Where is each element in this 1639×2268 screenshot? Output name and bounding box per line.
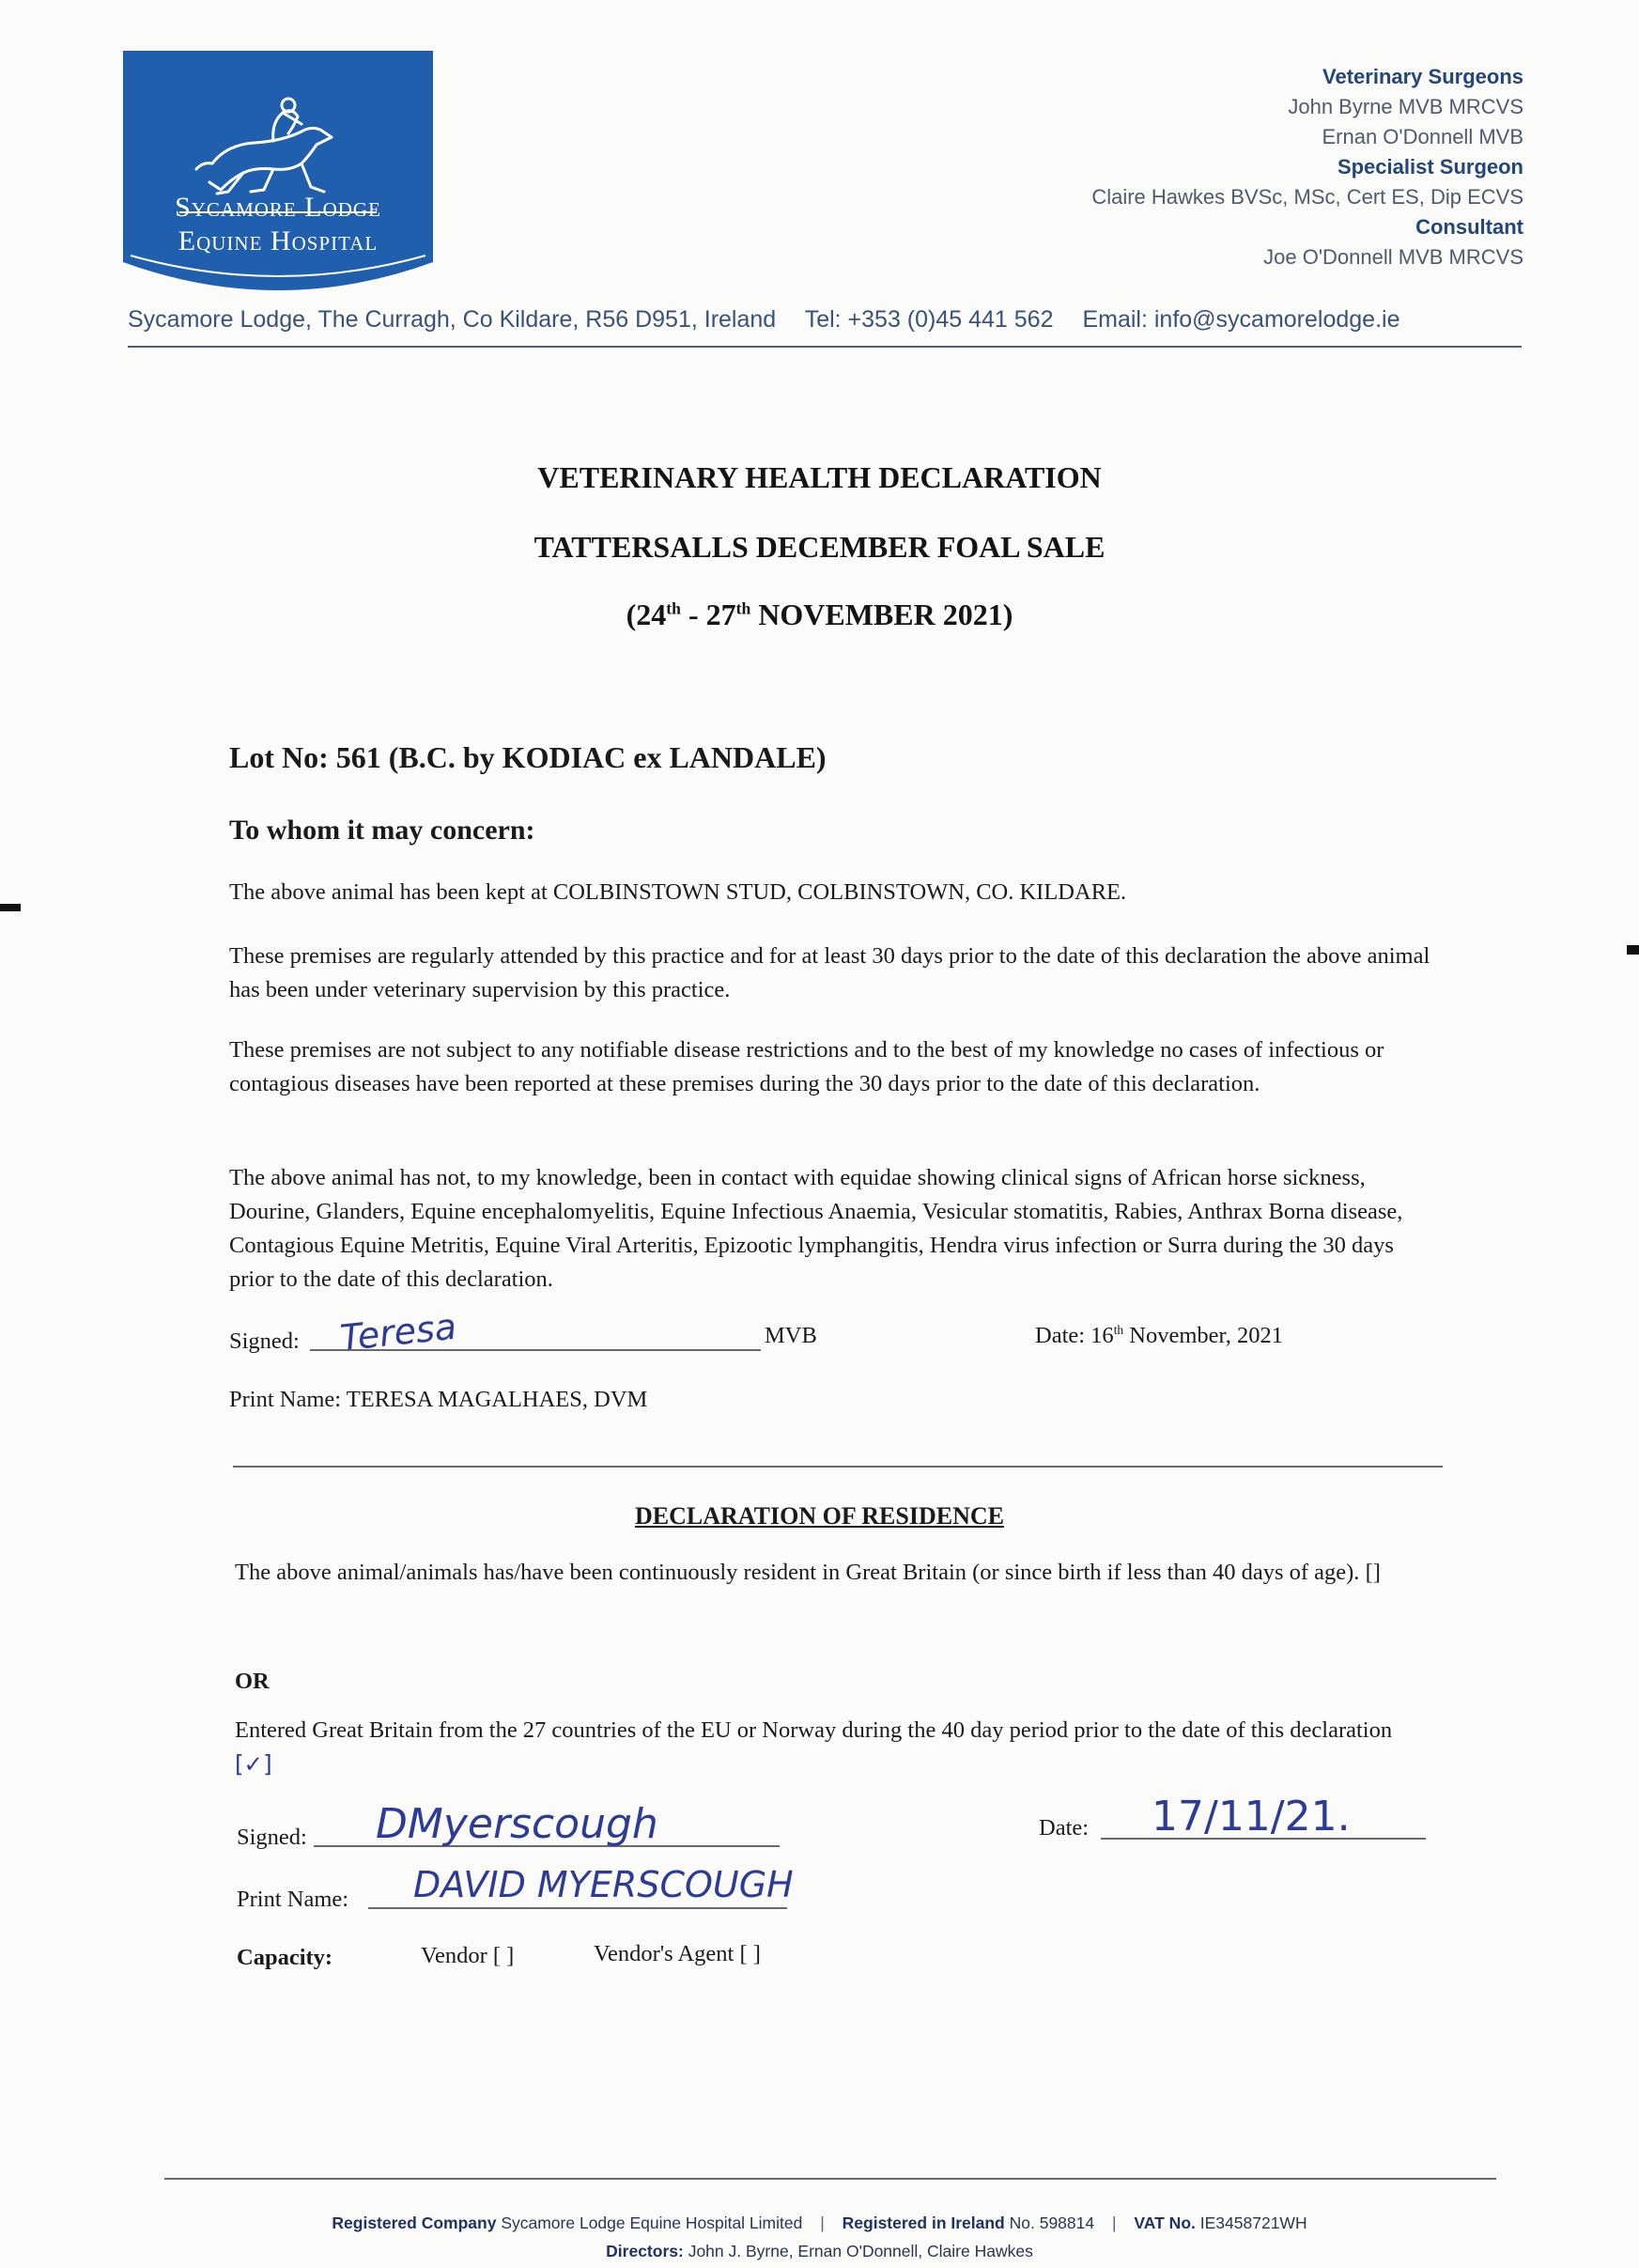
footer-registration: Registered Company Sycamore Lodge Equine Hospital Limited | Registered in Ireland No. 598814 | VAT No. IE3458721WH xyxy=(332,2214,1307,2232)
vendor-handwritten-name: DAVID MYERSCOUGH xyxy=(413,1864,794,1905)
telephone: Tel: +353 (0)45 441 562 xyxy=(804,306,1054,333)
option2-checkbox[interactable]: [✓] xyxy=(235,1750,272,1778)
option1-checkbox[interactable]: [] xyxy=(1365,1560,1381,1585)
punch-mark xyxy=(1627,945,1639,955)
hospital-logo xyxy=(123,51,433,301)
staff-person: Claire Hawkes BVSc, MSc, Cert ES, Dip ECVS xyxy=(1091,185,1523,209)
title-line1: VETERINARY HEALTH DECLARATION xyxy=(537,460,1102,494)
vet-suffix: MVB xyxy=(765,1323,817,1348)
capacity-label: Capacity: xyxy=(237,1945,333,1970)
vet-print-name: Print Name: TERESA MAGALHAES, DVM xyxy=(229,1387,648,1412)
footer-directors: Directors: John J. Byrne, Ernan O'Donnell, Claire Hawkes xyxy=(606,2242,1033,2260)
letterhead-divider xyxy=(128,346,1522,348)
or-separator: OR xyxy=(235,1669,270,1694)
vendor-print-label: Print Name: xyxy=(237,1887,349,1912)
email-link[interactable]: Email: info@sycamorelodge.ie xyxy=(1082,306,1400,333)
residence-heading: DECLARATION OF RESIDENCE xyxy=(635,1502,1004,1530)
staff-role: Specialist Surgeon xyxy=(1337,155,1523,179)
section-divider xyxy=(233,1466,1443,1468)
vet-handwritten-signature: Teresa xyxy=(338,1305,458,1359)
vet-signed-label: Signed: xyxy=(229,1328,300,1354)
logo-line1: Sycamore Lodge xyxy=(175,192,381,223)
lot-number: Lot No: 561 (B.C. by KODIAC ex LANDALE) xyxy=(229,740,827,774)
logo-line2: Equine Hospital xyxy=(178,225,379,256)
horse-rider-icon xyxy=(123,51,433,301)
residence-option2: Entered Great Britain from the 27 countries of the EU or Norway during the 40 day period prior to the date of this declaration [✓] xyxy=(235,1714,1428,1782)
staff-person: Ernan O'Donnell MVB xyxy=(1322,125,1523,148)
staff-role: Consultant xyxy=(1415,215,1523,239)
vendor-signed-label: Signed: xyxy=(237,1825,307,1850)
staff-person: John Byrne MVB MRCVS xyxy=(1288,95,1523,118)
paragraph-contact: The above animal has not, to my knowledge, been in contact with equidae showing clinical signs of African horse sickness, Dourine, Glanders, Equine encephalomyelitis, Equine Infectious Anaemia, Vesicular stomatitis, Rabies, Anthrax Borna disease, Contagious Equine Metritis, Equine Viral Arteritis, Epizootic lymphangitis, Hendra virus infection or Surra during the 30 days prior to the date of this declaration. xyxy=(229,1165,1403,1292)
title-line2: TATTERSALLS DECEMBER FOAL SALE xyxy=(533,530,1106,564)
address-bar xyxy=(128,306,1522,334)
paragraph-premises: The above animal has been kept at COLBINSTOWN STUD, COLBINSTOWN, CO. KILDARE. xyxy=(229,879,1127,905)
paragraph-restrictions: These premises are not subject to any notifiable disease restrictions and to the best of my knowledge no cases of infectious or contagious diseases have been reported at these premises during the 30 days prior to the date of this declaration. xyxy=(229,1037,1384,1096)
vendor-date-label: Date: xyxy=(1039,1815,1090,1841)
punch-mark xyxy=(0,904,21,911)
staff-person: Joe O'Donnell MVB MRCVS xyxy=(1263,245,1523,269)
vendor-handwritten-date: 17/11/21. xyxy=(1152,1793,1351,1841)
vendor-handwritten-signature: DMyerscough xyxy=(376,1800,658,1848)
staff-role: Veterinary Surgeons xyxy=(1322,65,1523,88)
salutation: To whom it may concern: xyxy=(229,815,535,846)
staff-list xyxy=(1091,62,1523,272)
footer-divider xyxy=(164,2178,1496,2180)
address: Sycamore Lodge, The Curragh, Co Kildare, R56 D951, Ireland xyxy=(128,306,777,333)
title-line3: (24th - 27th NOVEMBER 2021) xyxy=(626,598,1013,631)
vet-date: Date: 16th November, 2021 xyxy=(1035,1323,1283,1349)
paragraph-supervision: These premises are regularly attended by this practice and for at least 30 days prior to the date of this declaration the above animal has been under veterinary supervision by this practice. xyxy=(229,943,1430,1002)
vendor-agent-option[interactable]: Vendor's Agent [ ] xyxy=(594,1941,761,1966)
residence-option1: The above animal/animals has/have been continuously resident in Great Britain (or since birth if less than 40 days of age). [] xyxy=(235,1556,1428,1590)
vendor-print-line xyxy=(368,1907,787,1909)
vendor-option[interactable]: Vendor [ ] xyxy=(421,1943,515,1968)
